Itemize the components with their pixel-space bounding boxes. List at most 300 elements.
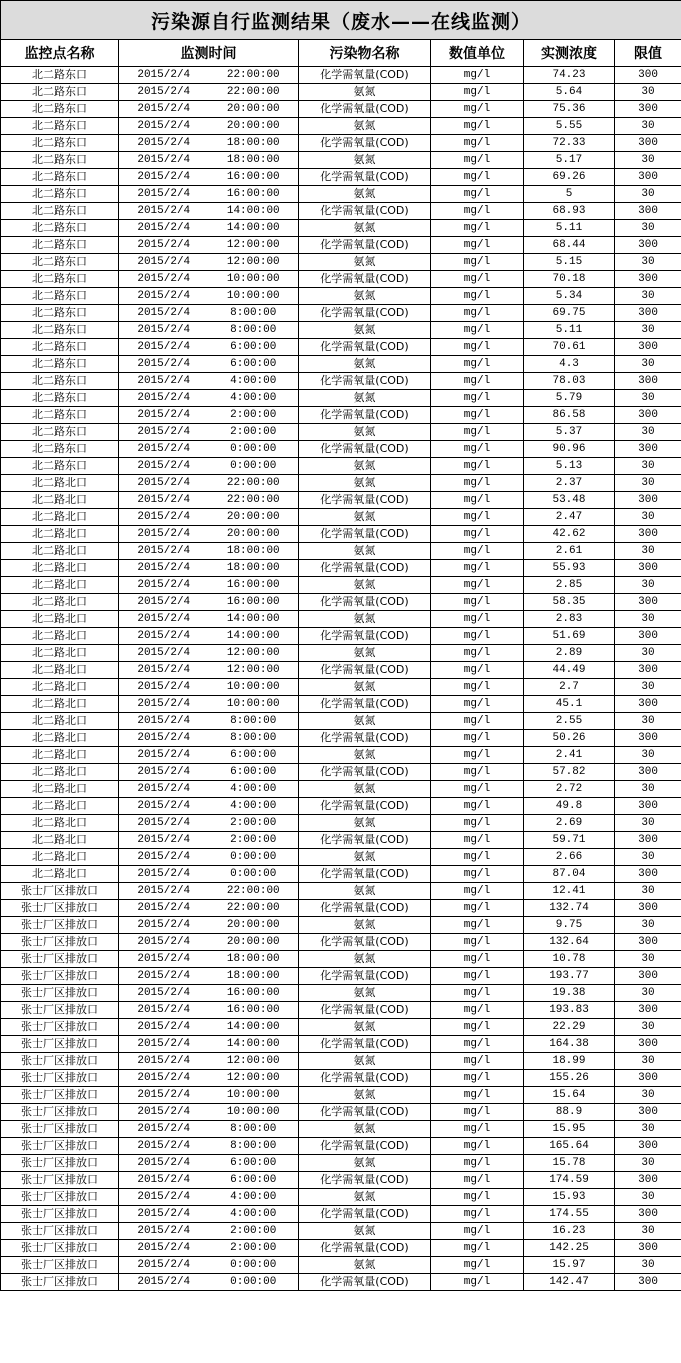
limit-cell: 300 bbox=[615, 67, 681, 84]
date-cell: 2015/2/4 bbox=[119, 458, 209, 475]
table-row bbox=[1, 1257, 681, 1274]
concentration-cell: 16.23 bbox=[524, 1223, 615, 1240]
pollutant-cell: 化学需氧量(COD) bbox=[299, 968, 431, 985]
site-cell: 张士厂区排放口 bbox=[1, 1002, 119, 1019]
limit-cell: 30 bbox=[615, 475, 681, 492]
table-row bbox=[1, 288, 681, 305]
unit-cell: mg/l bbox=[431, 968, 524, 985]
table-row bbox=[1, 934, 681, 951]
pollutant-cell: 化学需氧量(COD) bbox=[299, 1070, 431, 1087]
date-cell: 2015/2/4 bbox=[119, 169, 209, 186]
pollutant-cell: 化学需氧量(COD) bbox=[299, 832, 431, 849]
site-cell: 张士厂区排放口 bbox=[1, 1189, 119, 1206]
table-row bbox=[1, 1189, 681, 1206]
concentration-cell: 5.11 bbox=[524, 322, 615, 339]
concentration-cell: 50.26 bbox=[524, 730, 615, 747]
table-row bbox=[1, 781, 681, 798]
limit-cell: 30 bbox=[615, 288, 681, 305]
site-cell: 张士厂区排放口 bbox=[1, 1053, 119, 1070]
time-cell: 22:00:00 bbox=[209, 67, 299, 84]
pollutant-cell: 化学需氧量(COD) bbox=[299, 1274, 431, 1291]
limit-cell: 30 bbox=[615, 679, 681, 696]
table-row bbox=[1, 577, 681, 594]
pollutant-cell: 氨氮 bbox=[299, 186, 431, 203]
time-cell: 10:00:00 bbox=[209, 1087, 299, 1104]
table-row bbox=[1, 67, 681, 84]
concentration-cell: 68.44 bbox=[524, 237, 615, 254]
concentration-cell: 68.93 bbox=[524, 203, 615, 220]
time-cell: 22:00:00 bbox=[209, 883, 299, 900]
pollutant-cell: 氨氮 bbox=[299, 611, 431, 628]
unit-cell: mg/l bbox=[431, 628, 524, 645]
pollutant-cell: 氨氮 bbox=[299, 1257, 431, 1274]
date-cell: 2015/2/4 bbox=[119, 373, 209, 390]
table-row bbox=[1, 560, 681, 577]
time-cell: 12:00:00 bbox=[209, 254, 299, 271]
table-row bbox=[1, 1172, 681, 1189]
concentration-cell: 75.36 bbox=[524, 101, 615, 118]
pollutant-cell: 氨氮 bbox=[299, 118, 431, 135]
date-cell: 2015/2/4 bbox=[119, 475, 209, 492]
table-row bbox=[1, 713, 681, 730]
date-cell: 2015/2/4 bbox=[119, 781, 209, 798]
date-cell: 2015/2/4 bbox=[119, 951, 209, 968]
site-cell: 张士厂区排放口 bbox=[1, 1223, 119, 1240]
date-cell: 2015/2/4 bbox=[119, 849, 209, 866]
table-row bbox=[1, 441, 681, 458]
unit-cell: mg/l bbox=[431, 288, 524, 305]
concentration-cell: 2.55 bbox=[524, 713, 615, 730]
concentration-cell: 5.64 bbox=[524, 84, 615, 101]
column-header-concentration: 实测浓度 bbox=[524, 40, 615, 67]
limit-cell: 30 bbox=[615, 1189, 681, 1206]
page-title: 污染源自行监测结果（废水——在线监测） bbox=[1, 1, 681, 40]
table-row bbox=[1, 203, 681, 220]
table-row bbox=[1, 339, 681, 356]
limit-cell: 300 bbox=[615, 1070, 681, 1087]
table-row bbox=[1, 798, 681, 815]
date-cell: 2015/2/4 bbox=[119, 1172, 209, 1189]
pollutant-cell: 化学需氧量(COD) bbox=[299, 169, 431, 186]
site-cell: 张士厂区排放口 bbox=[1, 1172, 119, 1189]
pollutant-cell: 氨氮 bbox=[299, 849, 431, 866]
unit-cell: mg/l bbox=[431, 1036, 524, 1053]
concentration-cell: 12.41 bbox=[524, 883, 615, 900]
time-cell: 8:00:00 bbox=[209, 730, 299, 747]
pollutant-cell: 化学需氧量(COD) bbox=[299, 1002, 431, 1019]
time-cell: 8:00:00 bbox=[209, 1121, 299, 1138]
limit-cell: 30 bbox=[615, 1155, 681, 1172]
limit-cell: 300 bbox=[615, 866, 681, 883]
pollutant-cell: 氨氮 bbox=[299, 288, 431, 305]
unit-cell: mg/l bbox=[431, 1155, 524, 1172]
unit-cell: mg/l bbox=[431, 186, 524, 203]
unit-cell: mg/l bbox=[431, 254, 524, 271]
concentration-cell: 22.29 bbox=[524, 1019, 615, 1036]
time-cell: 0:00:00 bbox=[209, 849, 299, 866]
time-cell: 16:00:00 bbox=[209, 186, 299, 203]
unit-cell: mg/l bbox=[431, 509, 524, 526]
site-cell: 北二路东口 bbox=[1, 101, 119, 118]
time-cell: 10:00:00 bbox=[209, 1104, 299, 1121]
table-row bbox=[1, 645, 681, 662]
date-cell: 2015/2/4 bbox=[119, 407, 209, 424]
concentration-cell: 72.33 bbox=[524, 135, 615, 152]
site-cell: 北二路东口 bbox=[1, 322, 119, 339]
limit-cell: 300 bbox=[615, 1138, 681, 1155]
concentration-cell: 42.62 bbox=[524, 526, 615, 543]
site-cell: 北二路东口 bbox=[1, 118, 119, 135]
time-cell: 6:00:00 bbox=[209, 764, 299, 781]
date-cell: 2015/2/4 bbox=[119, 543, 209, 560]
table-row bbox=[1, 747, 681, 764]
pollutant-cell: 化学需氧量(COD) bbox=[299, 696, 431, 713]
time-cell: 16:00:00 bbox=[209, 594, 299, 611]
table-row bbox=[1, 1087, 681, 1104]
site-cell: 北二路东口 bbox=[1, 373, 119, 390]
time-cell: 6:00:00 bbox=[209, 1155, 299, 1172]
pollutant-cell: 化学需氧量(COD) bbox=[299, 203, 431, 220]
date-cell: 2015/2/4 bbox=[119, 186, 209, 203]
time-cell: 2:00:00 bbox=[209, 1223, 299, 1240]
pollutant-cell: 氨氮 bbox=[299, 424, 431, 441]
date-cell: 2015/2/4 bbox=[119, 1189, 209, 1206]
date-cell: 2015/2/4 bbox=[119, 67, 209, 84]
unit-cell: mg/l bbox=[431, 390, 524, 407]
date-cell: 2015/2/4 bbox=[119, 492, 209, 509]
limit-cell: 30 bbox=[615, 152, 681, 169]
limit-cell: 300 bbox=[615, 968, 681, 985]
concentration-cell: 15.95 bbox=[524, 1121, 615, 1138]
unit-cell: mg/l bbox=[431, 747, 524, 764]
unit-cell: mg/l bbox=[431, 1274, 524, 1291]
date-cell: 2015/2/4 bbox=[119, 1036, 209, 1053]
limit-cell: 300 bbox=[615, 1002, 681, 1019]
time-cell: 2:00:00 bbox=[209, 815, 299, 832]
pollutant-cell: 氨氮 bbox=[299, 1087, 431, 1104]
unit-cell: mg/l bbox=[431, 1138, 524, 1155]
time-cell: 8:00:00 bbox=[209, 322, 299, 339]
pollutant-cell: 氨氮 bbox=[299, 577, 431, 594]
time-cell: 20:00:00 bbox=[209, 509, 299, 526]
pollutant-cell: 化学需氧量(COD) bbox=[299, 1036, 431, 1053]
pollutant-cell: 氨氮 bbox=[299, 815, 431, 832]
site-cell: 北二路东口 bbox=[1, 186, 119, 203]
date-cell: 2015/2/4 bbox=[119, 628, 209, 645]
site-cell: 北二路东口 bbox=[1, 135, 119, 152]
pollutant-cell: 化学需氧量(COD) bbox=[299, 1172, 431, 1189]
time-cell: 8:00:00 bbox=[209, 713, 299, 730]
concentration-cell: 132.64 bbox=[524, 934, 615, 951]
table-row bbox=[1, 186, 681, 203]
site-cell: 张士厂区排放口 bbox=[1, 1104, 119, 1121]
table-row bbox=[1, 866, 681, 883]
pollutant-cell: 氨氮 bbox=[299, 390, 431, 407]
unit-cell: mg/l bbox=[431, 1189, 524, 1206]
table-row bbox=[1, 220, 681, 237]
site-cell: 北二路东口 bbox=[1, 203, 119, 220]
site-cell: 北二路北口 bbox=[1, 509, 119, 526]
site-cell: 张士厂区排放口 bbox=[1, 883, 119, 900]
date-cell: 2015/2/4 bbox=[119, 1053, 209, 1070]
table-row bbox=[1, 475, 681, 492]
pollutant-cell: 化学需氧量(COD) bbox=[299, 237, 431, 254]
table-row bbox=[1, 662, 681, 679]
concentration-cell: 45.1 bbox=[524, 696, 615, 713]
unit-cell: mg/l bbox=[431, 730, 524, 747]
date-cell: 2015/2/4 bbox=[119, 1138, 209, 1155]
site-cell: 北二路东口 bbox=[1, 271, 119, 288]
table-row bbox=[1, 390, 681, 407]
unit-cell: mg/l bbox=[431, 1257, 524, 1274]
concentration-cell: 9.75 bbox=[524, 917, 615, 934]
table-row bbox=[1, 1240, 681, 1257]
table-row bbox=[1, 135, 681, 152]
pollutant-cell: 化学需氧量(COD) bbox=[299, 135, 431, 152]
limit-cell: 30 bbox=[615, 645, 681, 662]
table-row bbox=[1, 985, 681, 1002]
limit-cell: 30 bbox=[615, 1121, 681, 1138]
unit-cell: mg/l bbox=[431, 169, 524, 186]
pollutant-cell: 化学需氧量(COD) bbox=[299, 628, 431, 645]
unit-cell: mg/l bbox=[431, 611, 524, 628]
table-row bbox=[1, 1121, 681, 1138]
concentration-cell: 2.85 bbox=[524, 577, 615, 594]
concentration-cell: 2.47 bbox=[524, 509, 615, 526]
unit-cell: mg/l bbox=[431, 101, 524, 118]
limit-cell: 300 bbox=[615, 237, 681, 254]
unit-cell: mg/l bbox=[431, 713, 524, 730]
time-cell: 16:00:00 bbox=[209, 169, 299, 186]
concentration-cell: 174.55 bbox=[524, 1206, 615, 1223]
limit-cell: 300 bbox=[615, 203, 681, 220]
pollutant-cell: 化学需氧量(COD) bbox=[299, 271, 431, 288]
table-row bbox=[1, 407, 681, 424]
table-row bbox=[1, 1002, 681, 1019]
pollutant-cell: 氨氮 bbox=[299, 951, 431, 968]
pollutant-cell: 化学需氧量(COD) bbox=[299, 305, 431, 322]
time-cell: 12:00:00 bbox=[209, 662, 299, 679]
time-cell: 4:00:00 bbox=[209, 781, 299, 798]
time-cell: 6:00:00 bbox=[209, 1172, 299, 1189]
time-cell: 0:00:00 bbox=[209, 1257, 299, 1274]
unit-cell: mg/l bbox=[431, 1104, 524, 1121]
limit-cell: 30 bbox=[615, 577, 681, 594]
unit-cell: mg/l bbox=[431, 237, 524, 254]
time-cell: 22:00:00 bbox=[209, 475, 299, 492]
date-cell: 2015/2/4 bbox=[119, 152, 209, 169]
pollutant-cell: 氨氮 bbox=[299, 781, 431, 798]
unit-cell: mg/l bbox=[431, 1070, 524, 1087]
limit-cell: 300 bbox=[615, 594, 681, 611]
table-row bbox=[1, 543, 681, 560]
site-cell: 北二路东口 bbox=[1, 339, 119, 356]
limit-cell: 300 bbox=[615, 934, 681, 951]
unit-cell: mg/l bbox=[431, 1172, 524, 1189]
concentration-cell: 15.97 bbox=[524, 1257, 615, 1274]
time-cell: 4:00:00 bbox=[209, 798, 299, 815]
time-cell: 16:00:00 bbox=[209, 577, 299, 594]
table-row bbox=[1, 526, 681, 543]
limit-cell: 300 bbox=[615, 832, 681, 849]
concentration-cell: 15.64 bbox=[524, 1087, 615, 1104]
limit-cell: 300 bbox=[615, 169, 681, 186]
concentration-cell: 5 bbox=[524, 186, 615, 203]
concentration-cell: 5.55 bbox=[524, 118, 615, 135]
date-cell: 2015/2/4 bbox=[119, 305, 209, 322]
time-cell: 14:00:00 bbox=[209, 1036, 299, 1053]
table-row bbox=[1, 917, 681, 934]
limit-cell: 300 bbox=[615, 662, 681, 679]
pollutant-cell: 化学需氧量(COD) bbox=[299, 441, 431, 458]
limit-cell: 30 bbox=[615, 883, 681, 900]
site-cell: 北二路东口 bbox=[1, 356, 119, 373]
site-cell: 北二路北口 bbox=[1, 849, 119, 866]
time-cell: 20:00:00 bbox=[209, 101, 299, 118]
unit-cell: mg/l bbox=[431, 934, 524, 951]
site-cell: 北二路北口 bbox=[1, 730, 119, 747]
unit-cell: mg/l bbox=[431, 1206, 524, 1223]
unit-cell: mg/l bbox=[431, 985, 524, 1002]
limit-cell: 30 bbox=[615, 917, 681, 934]
date-cell: 2015/2/4 bbox=[119, 441, 209, 458]
concentration-cell: 90.96 bbox=[524, 441, 615, 458]
pollutant-cell: 氨氮 bbox=[299, 220, 431, 237]
limit-cell: 300 bbox=[615, 1206, 681, 1223]
date-cell: 2015/2/4 bbox=[119, 1257, 209, 1274]
concentration-cell: 2.83 bbox=[524, 611, 615, 628]
limit-cell: 30 bbox=[615, 611, 681, 628]
site-cell: 北二路北口 bbox=[1, 492, 119, 509]
date-cell: 2015/2/4 bbox=[119, 237, 209, 254]
date-cell: 2015/2/4 bbox=[119, 1240, 209, 1257]
pollutant-cell: 氨氮 bbox=[299, 475, 431, 492]
concentration-cell: 19.38 bbox=[524, 985, 615, 1002]
site-cell: 张士厂区排放口 bbox=[1, 1036, 119, 1053]
limit-cell: 30 bbox=[615, 1019, 681, 1036]
site-cell: 北二路东口 bbox=[1, 458, 119, 475]
time-cell: 4:00:00 bbox=[209, 1189, 299, 1206]
site-cell: 北二路东口 bbox=[1, 169, 119, 186]
pollutant-cell: 氨氮 bbox=[299, 1155, 431, 1172]
limit-cell: 300 bbox=[615, 407, 681, 424]
date-cell: 2015/2/4 bbox=[119, 594, 209, 611]
time-cell: 6:00:00 bbox=[209, 747, 299, 764]
site-cell: 北二路东口 bbox=[1, 441, 119, 458]
pollutant-cell: 化学需氧量(COD) bbox=[299, 1240, 431, 1257]
date-cell: 2015/2/4 bbox=[119, 339, 209, 356]
date-cell: 2015/2/4 bbox=[119, 254, 209, 271]
unit-cell: mg/l bbox=[431, 203, 524, 220]
unit-cell: mg/l bbox=[431, 917, 524, 934]
table-row bbox=[1, 730, 681, 747]
date-cell: 2015/2/4 bbox=[119, 968, 209, 985]
time-cell: 4:00:00 bbox=[209, 1206, 299, 1223]
date-cell: 2015/2/4 bbox=[119, 696, 209, 713]
concentration-cell: 2.7 bbox=[524, 679, 615, 696]
date-cell: 2015/2/4 bbox=[119, 815, 209, 832]
pollutant-cell: 氨氮 bbox=[299, 1121, 431, 1138]
time-cell: 12:00:00 bbox=[209, 237, 299, 254]
concentration-cell: 5.15 bbox=[524, 254, 615, 271]
date-cell: 2015/2/4 bbox=[119, 1206, 209, 1223]
site-cell: 北二路北口 bbox=[1, 832, 119, 849]
site-cell: 北二路北口 bbox=[1, 645, 119, 662]
table-row bbox=[1, 883, 681, 900]
date-cell: 2015/2/4 bbox=[119, 662, 209, 679]
table-row bbox=[1, 254, 681, 271]
limit-cell: 30 bbox=[615, 1257, 681, 1274]
unit-cell: mg/l bbox=[431, 1053, 524, 1070]
time-cell: 6:00:00 bbox=[209, 356, 299, 373]
site-cell: 北二路北口 bbox=[1, 866, 119, 883]
pollutant-cell: 化学需氧量(COD) bbox=[299, 764, 431, 781]
limit-cell: 30 bbox=[615, 713, 681, 730]
concentration-cell: 44.49 bbox=[524, 662, 615, 679]
site-cell: 北二路北口 bbox=[1, 696, 119, 713]
concentration-cell: 2.66 bbox=[524, 849, 615, 866]
pollutant-cell: 氨氮 bbox=[299, 322, 431, 339]
table-row bbox=[1, 832, 681, 849]
site-cell: 北二路北口 bbox=[1, 747, 119, 764]
time-cell: 14:00:00 bbox=[209, 611, 299, 628]
unit-cell: mg/l bbox=[431, 543, 524, 560]
table-row bbox=[1, 305, 681, 322]
pollutant-cell: 化学需氧量(COD) bbox=[299, 492, 431, 509]
concentration-cell: 174.59 bbox=[524, 1172, 615, 1189]
time-cell: 18:00:00 bbox=[209, 543, 299, 560]
unit-cell: mg/l bbox=[431, 441, 524, 458]
date-cell: 2015/2/4 bbox=[119, 883, 209, 900]
concentration-cell: 193.77 bbox=[524, 968, 615, 985]
table-row bbox=[1, 1036, 681, 1053]
site-cell: 北二路东口 bbox=[1, 305, 119, 322]
table-row bbox=[1, 1155, 681, 1172]
table-row bbox=[1, 509, 681, 526]
table-row bbox=[1, 1274, 681, 1291]
column-header-site: 监控点名称 bbox=[1, 40, 119, 67]
site-cell: 张士厂区排放口 bbox=[1, 1155, 119, 1172]
concentration-cell: 4.3 bbox=[524, 356, 615, 373]
site-cell: 北二路东口 bbox=[1, 67, 119, 84]
unit-cell: mg/l bbox=[431, 271, 524, 288]
site-cell: 北二路北口 bbox=[1, 815, 119, 832]
concentration-cell: 87.04 bbox=[524, 866, 615, 883]
table-row bbox=[1, 237, 681, 254]
site-cell: 北二路北口 bbox=[1, 577, 119, 594]
limit-cell: 300 bbox=[615, 526, 681, 543]
table-row bbox=[1, 628, 681, 645]
limit-cell: 30 bbox=[615, 1087, 681, 1104]
date-cell: 2015/2/4 bbox=[119, 1019, 209, 1036]
pollutant-cell: 化学需氧量(COD) bbox=[299, 730, 431, 747]
concentration-cell: 165.64 bbox=[524, 1138, 615, 1155]
pollutant-cell: 化学需氧量(COD) bbox=[299, 101, 431, 118]
time-cell: 0:00:00 bbox=[209, 866, 299, 883]
site-cell: 北二路北口 bbox=[1, 679, 119, 696]
concentration-cell: 155.26 bbox=[524, 1070, 615, 1087]
table-row bbox=[1, 951, 681, 968]
limit-cell: 30 bbox=[615, 543, 681, 560]
time-cell: 20:00:00 bbox=[209, 118, 299, 135]
table-row bbox=[1, 118, 681, 135]
date-cell: 2015/2/4 bbox=[119, 1087, 209, 1104]
limit-cell: 300 bbox=[615, 730, 681, 747]
date-cell: 2015/2/4 bbox=[119, 611, 209, 628]
date-cell: 2015/2/4 bbox=[119, 730, 209, 747]
date-cell: 2015/2/4 bbox=[119, 390, 209, 407]
date-cell: 2015/2/4 bbox=[119, 934, 209, 951]
